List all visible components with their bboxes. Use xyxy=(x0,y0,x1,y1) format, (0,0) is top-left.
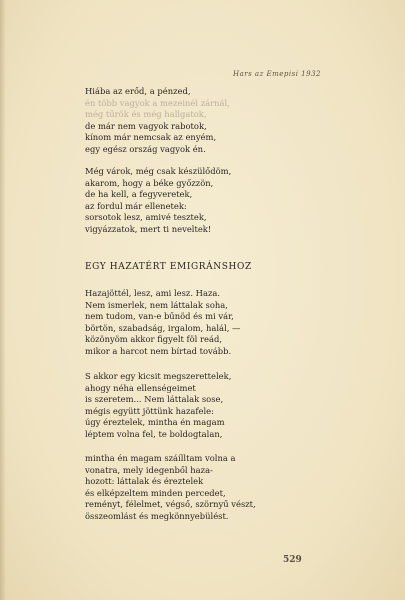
poem-line: és elképzeltem minden percedet, xyxy=(85,487,226,498)
poem-line: akarom, hogy a béke győzzön, xyxy=(85,177,214,188)
stanza-2 xyxy=(85,166,231,236)
poem-line: Még várok, még csak készülődöm, xyxy=(85,166,232,176)
poem-line: börtön, szabadság, irgalom, halál, — xyxy=(85,322,241,333)
poem-line: mégis együtt jöttünk hazafele: xyxy=(85,405,214,416)
poem-line: Nem ismerlek, nem láttalak soha, xyxy=(85,299,228,310)
poem-line: de ha kell, a fegyveretek, xyxy=(85,189,193,200)
stanza-5 xyxy=(85,453,256,523)
poem-line: sorsotok lesz, amivé tesztek, xyxy=(85,212,207,223)
poem-line: úgy éreztelek, mintha én magam xyxy=(85,417,225,428)
poem-line: összeomlást és megkönnyebülést. xyxy=(85,510,229,521)
poem-line: mintha én magam száílltam volna a xyxy=(85,453,236,463)
poem-line: én több vagyok a mezeinél zárnál, xyxy=(85,97,230,108)
poem-line: Hazajöttél, lesz, ami lesz. Haza. xyxy=(85,288,221,298)
running-header: Hars az Emepisi 1932 xyxy=(232,70,321,78)
poem-line: közönyöm akkor figyelt föl reád, xyxy=(85,334,222,345)
stanza-4 xyxy=(85,371,231,441)
poem-line: Hiába az erőd, a pénzed, xyxy=(85,86,191,96)
stanza-3 xyxy=(85,288,240,358)
poem-line: vigyázzatok, mert ti neveltek! xyxy=(85,223,212,234)
poem-line: nem tudom, van-e bűnöd és mi vár, xyxy=(85,311,234,322)
poem-line: léptem volna fel, te boldogtalan, xyxy=(85,428,223,439)
poem-line: S akkor egy kicsit megszerettelek, xyxy=(85,371,232,381)
poem-line: is szeretem... Nem láttalak sose, xyxy=(85,394,224,405)
stanza-1 xyxy=(85,86,230,156)
page-number: 529 xyxy=(283,555,302,565)
poem-line: kínom már nemcsak az enyém, xyxy=(85,132,217,143)
poem-line: még tűrök és még hallgatok, xyxy=(85,109,207,120)
poem-line: reményt, félelmet, végső, szörnyű vészt, xyxy=(85,499,256,510)
poem-line: hozott: láttalak és éreztelek xyxy=(85,476,204,487)
poem-line: az fordul már ellenetek: xyxy=(85,200,187,211)
poem-line: vonatra, mely idegenből haza- xyxy=(85,464,213,475)
page-edge-shadow xyxy=(0,0,6,600)
poem-line: egy egész ország vagyok én. xyxy=(85,143,206,154)
poem-line: mikor a harcot nem bírtad tovább. xyxy=(85,345,232,356)
poem-line: ahogy néha ellenségeimet xyxy=(85,382,196,393)
poem-line: de már nem vagyok rabotok, xyxy=(85,120,207,131)
poem-title: EGY HAZATÉRT EMIGRÁNSHOZ xyxy=(85,262,252,272)
